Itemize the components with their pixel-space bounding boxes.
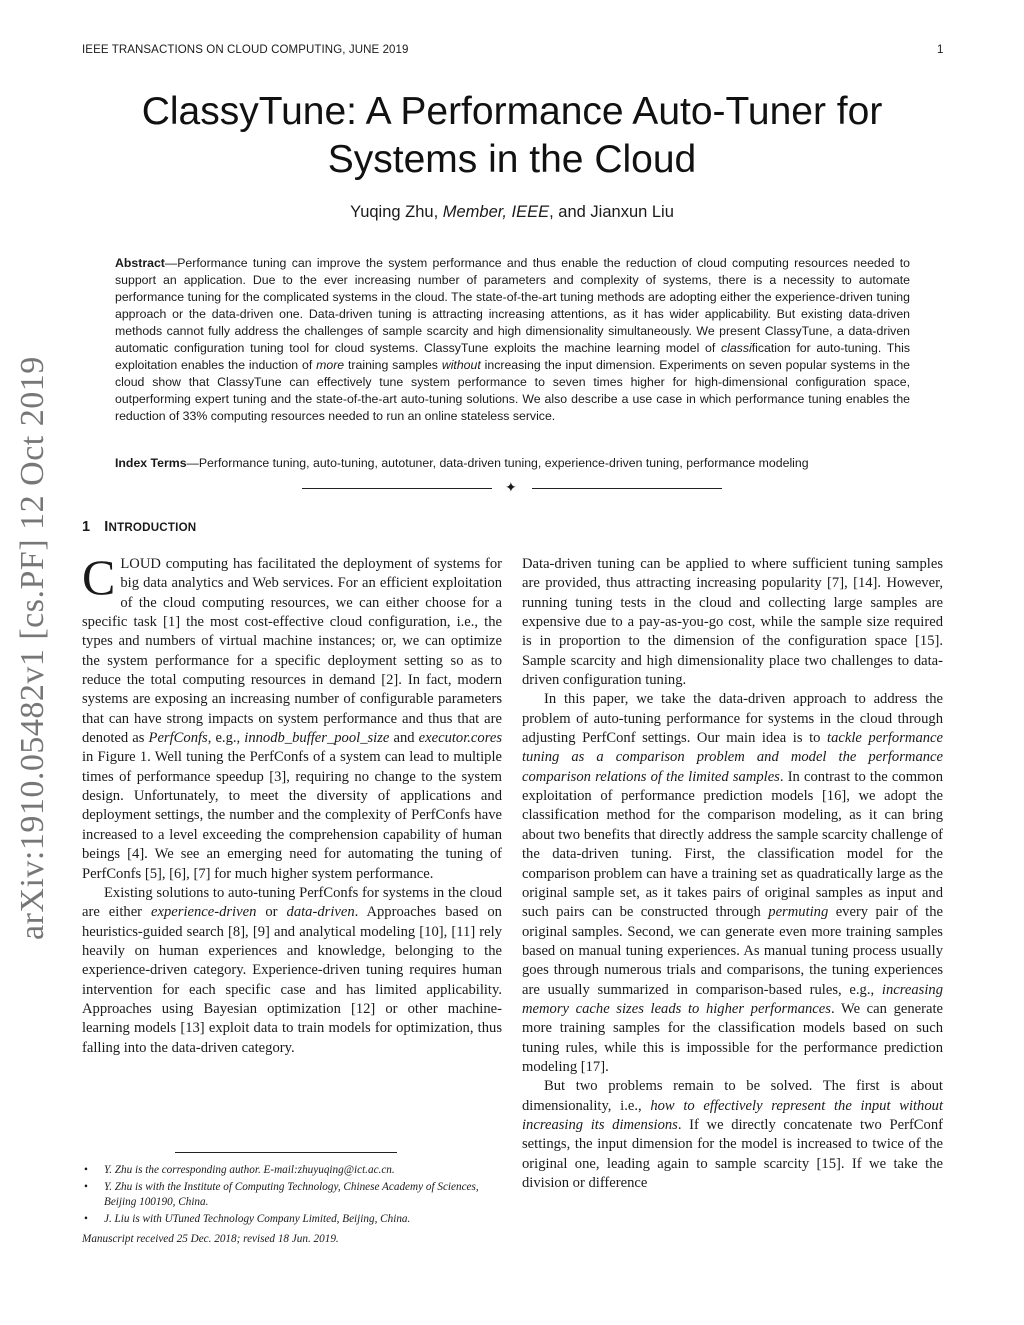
author-membership: Member, IEEE — [442, 203, 550, 221]
divider-line-left — [302, 488, 492, 489]
abstract-text: increasing the input dimension. Experiments on seven popular systems in the cloud show that ClassyTune can effectively tune system performance to seven times higher for high-dimensional configuration space, outperforming expert tuning and the state-of-the-art auto-tuning solutions. We also describe a use case in which performance tuning enables the reduction of 33% computing resources needed to run an online stateless service. — [115, 357, 910, 423]
abstract-emphasis: more — [316, 357, 345, 372]
footnotes — [82, 1163, 502, 1229]
section-title-initial: I — [104, 519, 109, 535]
paragraph-text: computing has facilitated the deployment of systems for big data analytics and Web services. For an efficient exploitation of the cloud computing resources, we can either choose for a specific task [1] the most cost-effective cloud configuration, i.e., the types and numbers of virtual machine instances; or, we can optimize the system performance for a specific deployment setting so as to reduce the total computing resources in demand [2]. In fact, modern systems are exposing an increasing number of configurable parameters that can have strong impacts on system performance and thus that are denoted as — [82, 556, 502, 747]
footnote-item: • Y. Zhu is with the Institute of Computing Technology, Chinese Academy of Sciences, Beijing 100190, China. — [82, 1180, 502, 1211]
manuscript-note: Manuscript received 25 Dec. 2018; revised 18 Jun. 2019. — [82, 1233, 339, 1245]
paragraph — [522, 690, 943, 1077]
paper-title: ClassyTune: A Performance Auto-Tuner for Systems in the Cloud — [141, 90, 883, 181]
section-heading — [82, 519, 196, 535]
page-number: 1 — [937, 44, 944, 56]
abstract-text: fication for auto-tuning. This exploitation enables the induction of — [115, 340, 910, 372]
paragraph — [82, 549, 502, 884]
paragraph-text: and — [389, 730, 419, 747]
abstract-emphasis: without — [441, 357, 481, 372]
emphasis: how to effectively represent the input without increasing its dimensions — [522, 1097, 944, 1133]
section-number: 1 — [82, 519, 91, 535]
footnote-item: • Y. Zhu is the corresponding author. E-mail:zhuyuqing@ict.ac.cn. — [82, 1163, 502, 1178]
arxiv-identifier-stamp: arXiv:1910.05482v1 [cs.PF] 12 Oct 2019 — [14, 356, 51, 940]
index-terms-text: —Performance tuning, auto-tuning, autotuner, data-driven tuning, experience-driven tuning, performance modeling — [186, 456, 809, 470]
abstract-emphasis: classi — [720, 340, 752, 355]
paragraph — [522, 1077, 943, 1193]
paragraph-text: . If we directly concatenate two PerfConf settings, the input dimension for the model is increased to twice of the original one, leading again to sample scarcity [15]. If we take the division or difference — [522, 1116, 943, 1191]
emphasis: experience-driven — [151, 904, 257, 921]
emphasis: data-driven — [286, 904, 355, 921]
index-terms — [115, 455, 910, 472]
drop-cap: C — [82, 549, 116, 605]
emphasis: permuting — [768, 904, 829, 921]
paragraph-text: Existing solutions to auto-tuning PerfConfs for systems in the cloud are either — [82, 884, 502, 921]
abstract-label: Abstract — [115, 256, 165, 270]
diamond-icon: ✦ — [505, 481, 517, 496]
footnote-item: • J. Liu is with UTuned Technology Company Limited, Beijing, China. — [82, 1212, 502, 1227]
paragraph-text: every pair of the original samples. Second, we can generate even more training samples based on manual tuning experiences. As manual tuning process usually goes through numerous trials and comparisons, the tuning experiences are usually summarized in comparison-based rules, e.g., — [522, 904, 944, 998]
paragraph-text: In this paper, we take the data-driven approach to address the problem of auto-tuning performance for systems in the cloud through adjusting PerfConf settings. Our main idea is to — [522, 691, 943, 747]
emphasis: tackle performance tuning as a comparison problem and model the performance comparison relations of the limited samples — [522, 730, 943, 785]
section-divider — [302, 481, 722, 497]
running-header: IEEE TRANSACTIONS ON CLOUD COMPUTING, JUNE 2019 — [82, 44, 409, 56]
paragraph-text: But two problems remain to be solved. The first is about dimensionality, i.e., — [522, 1078, 943, 1114]
author-line — [100, 203, 924, 222]
emphasis: PerfConfs — [148, 730, 208, 747]
abstract — [115, 255, 910, 425]
paragraph-text: . Approaches based on heuristics-guided search [8], [9] and analytical modeling [10], [11] rely heavily on human experiences and knowledge, belonging to the experience-driven category. Experience-driven tuning requires human intervention for each specific case and has limited applicability. Approaches using Bayesian optimization [12] or other machine-learning models [13] exploit data to train models for optimization, thus falling into the data-driven category. — [82, 904, 502, 1056]
paragraph-text: . We can generate more training samples for the classification models based on such tuning rules, while this is impossible for the performance prediction modeling [17]. — [522, 1000, 943, 1075]
author-rest: , and Jianxun Liu — [549, 203, 674, 221]
footnote-rule — [175, 1152, 397, 1153]
lead-word: LOUD — [120, 556, 161, 572]
section-title-rest: NTRODUCTION — [108, 521, 197, 534]
paragraph-text: or — [256, 904, 287, 921]
emphasis: innodb_buffer_pool_size — [244, 730, 390, 747]
emphasis: increasing memory cache sizes leads to higher performances — [522, 981, 943, 1017]
index-terms-label: Index Terms — [115, 456, 187, 470]
author-primary: Yuqing Zhu, — [350, 203, 439, 221]
emphasis: executor.cores — [418, 730, 502, 747]
right-column — [522, 555, 943, 1193]
abstract-text: training samples — [344, 357, 442, 372]
paragraph: Data-driven tuning can be applied to where sufficient tuning samples are provided, thus attracting increasing popularity [7], [14]. However, running tuning tests in the cloud and collecting large samples are expensive due to a pay-as-you-go cost, while the sample size required is in proportion to the dimension of the configuration space [15]. Sample scarcity and high dimensionality place two challenges to data-driven configuration tuning. — [522, 556, 943, 689]
paragraph — [82, 884, 502, 1058]
paragraph-text: , e.g., — [207, 730, 245, 747]
divider-line-right — [532, 488, 722, 489]
paragraph-text: in Figure 1. Well tuning the PerfConfs of a system can lead to multiple times of performance speedup [3], requiring no change to the system design. Unfortunately, to meet the diversity of applications and deployment settings, the number and the complexity of PerfConfs have increased to a level exceeding the comprehension capability of human beings [4]. We see an emerging need for automating the tuning of PerfConfs [5], [6], [7] for much higher system performance. — [82, 749, 502, 882]
paragraph-text: . In contrast to the common exploitation of performance prediction models [16], we adopt the classification method for the comparison modeling, as it can bring about two benefits that directly address the sample scarcity challenge of the data-driven tuning. First, the classification model for the comparison problem can have a training set as quadratically large as the original sample set, as it takes pairs of original samples as input and such pairs can be constructed through — [522, 768, 943, 921]
left-column — [82, 549, 502, 1058]
abstract-text: —Performance tuning can improve the system performance and thus enable the reduction of cloud computing resources needed to support an application. Due to the ever increasing number of parameters and complexity of systems, there is a necessity to automate performance tuning for the complicated systems in the cloud. The state-of-the-art tuning methods are adopting either the experience-driven tuning approach or the data-driven one. Data-driven tuning is attracting increasing attentions, as it has wider applicability. But existing data-driven methods cannot fully address the challenges of sample scarcity and high dimensionality simultaneously. We present ClassyTune, a data-driven automatic configuration tuning tool for cloud systems. ClassyTune exploits the machine learning model of — [115, 256, 910, 355]
